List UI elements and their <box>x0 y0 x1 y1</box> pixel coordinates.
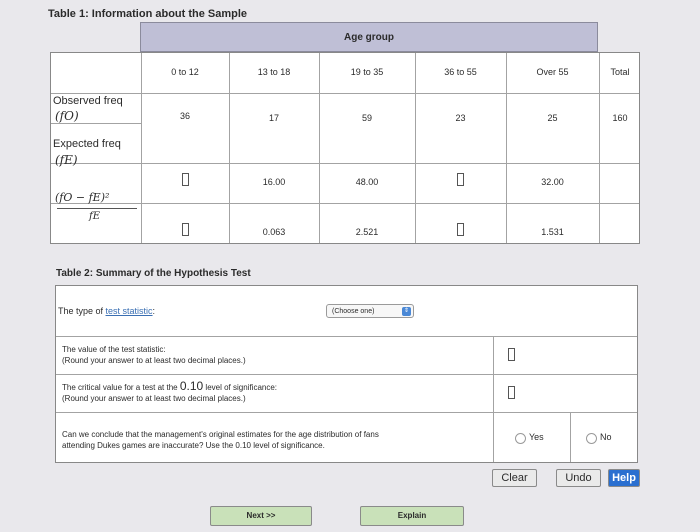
observed-cell: 36 <box>179 111 190 121</box>
test-type-label: The type of <box>58 306 106 316</box>
expected-cell: 48.00 <box>355 177 379 187</box>
help-button[interactable]: Help <box>608 469 640 487</box>
observed-cell: 23 <box>455 113 466 123</box>
component-cell: 0.063 <box>262 227 286 237</box>
observed-cell: 17 <box>268 113 279 123</box>
test-value-input[interactable] <box>508 348 515 366</box>
formula-numerator: (fO − fE)² <box>55 191 110 204</box>
sample-grid <box>50 52 640 244</box>
age-group-label: Age group <box>344 32 394 43</box>
undo-button[interactable]: Undo <box>556 469 601 487</box>
observed-cell: 59 <box>361 113 372 123</box>
conclusion-row: Can we conclude that the management's original estimates for the age distribution of fans attending Dukes games are inaccurate? Use the 0.10 level of significance. Yes No <box>62 430 612 450</box>
no-radio[interactable] <box>586 433 597 444</box>
table2-title: Table 2: Summary of the Hypothesis Test <box>56 268 251 279</box>
expected-cell: 32.00 <box>541 177 564 187</box>
col-header: 19 to 35 <box>350 67 384 77</box>
component-input[interactable] <box>415 223 506 238</box>
row-label-observed: Observed freq <box>53 95 123 107</box>
fo-symbol: (fO) <box>55 109 79 123</box>
explain-button[interactable]: Explain <box>360 506 464 526</box>
col-header: 13 to 18 <box>257 67 291 77</box>
expected-cell: 16.00 <box>262 177 286 187</box>
fe-symbol: (fE) <box>55 153 78 167</box>
col-header: 0 to 12 <box>171 67 199 77</box>
row-label-expected: Expected freq <box>53 138 121 150</box>
test-type-select[interactable]: (Choose one) ⇕ <box>326 304 414 318</box>
test-statistic-link[interactable]: test statistic <box>105 306 153 316</box>
chevron-updown-icon: ⇕ <box>403 308 410 314</box>
col-header: Over 55 <box>536 67 569 77</box>
yes-label: Yes <box>529 432 544 442</box>
no-label: No <box>600 432 612 442</box>
yes-radio[interactable] <box>515 433 526 444</box>
test-value-row: The value of the test statistic: (Round your answer to at least two decimal places.) <box>56 336 637 375</box>
component-input[interactable] <box>141 223 229 238</box>
col-header: Total <box>610 67 630 77</box>
table1-title: Table 1: Information about the Sample <box>48 8 248 20</box>
sample-table <box>50 22 640 244</box>
critical-value-row: The critical value for a test at the 0.10 level of significance: (Round your answer to at least two decimal places.) <box>56 374 637 413</box>
age-group-header <box>140 22 598 52</box>
expected-input[interactable] <box>141 173 229 188</box>
component-cell: 2.521 <box>355 227 379 237</box>
col-header: 36 to 55 <box>444 67 477 77</box>
clear-button[interactable]: Clear <box>492 469 537 487</box>
observed-cell: 25 <box>547 113 558 123</box>
observed-cell: 160 <box>612 113 628 123</box>
component-cell: 1.531 <box>541 227 564 237</box>
expected-input[interactable] <box>415 173 506 188</box>
test-type-row: The type of test statistic: (Choose one) ⇕ <box>56 286 637 337</box>
hypothesis-test-table <box>55 285 638 463</box>
next-button[interactable]: Next >> <box>210 506 312 526</box>
formula-denominator: fE <box>89 211 101 222</box>
critical-value-input[interactable] <box>508 386 515 404</box>
